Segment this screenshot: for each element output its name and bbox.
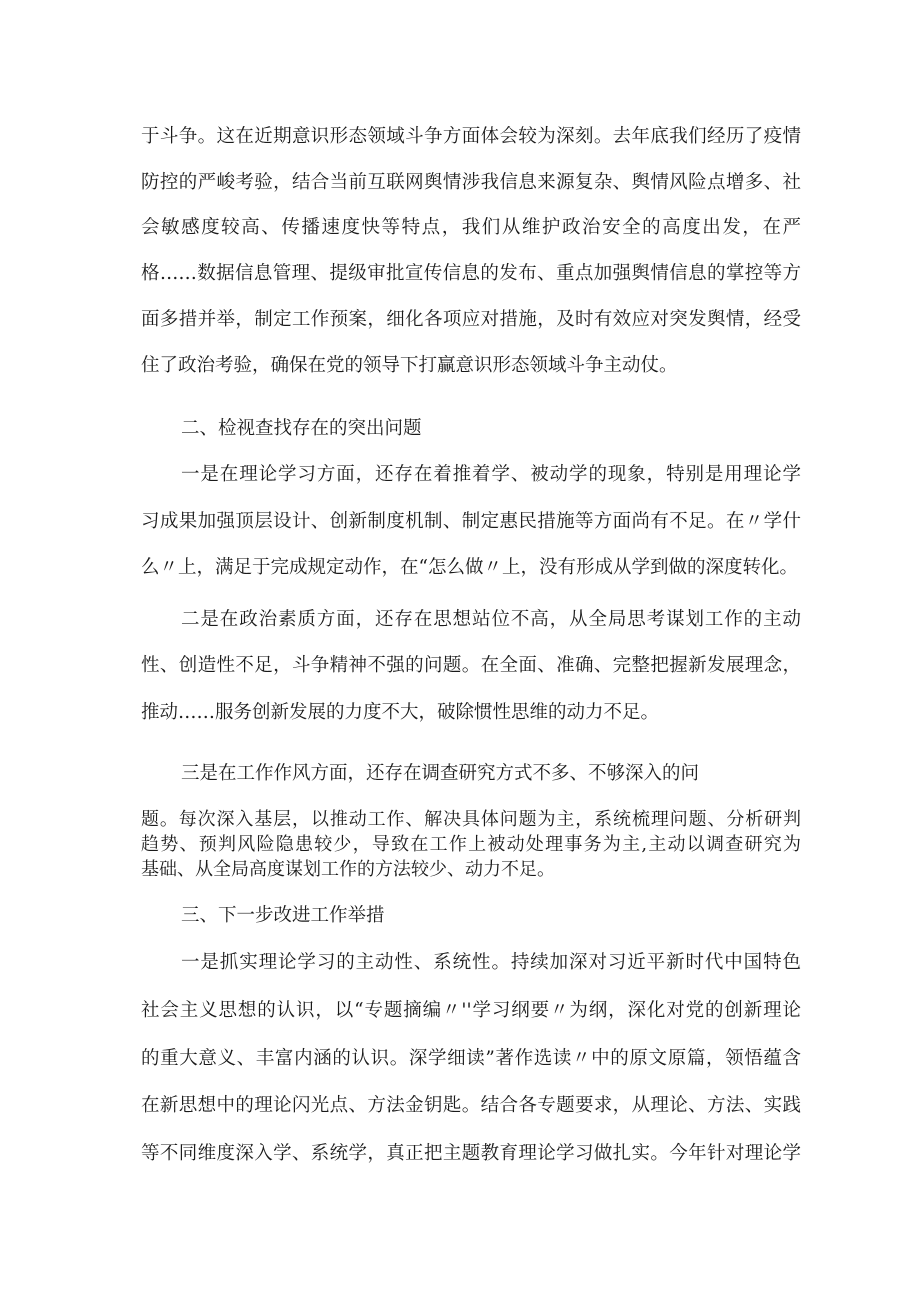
paragraph-line: 一是在理论学习方面，还存在着推着学、被动学的现象，特别是用理论学 [181, 464, 801, 485]
paragraph-line: 题。每次深入基层，以推动工作、解决具体问题为主，系统梳理问题、分析研判 [141, 809, 801, 830]
paragraph-line: 住了政治考验，确保在党的领导下打赢意识形态领域斗争主动仗。 [141, 355, 678, 376]
paragraph-line: 社会主义思想的认识，以“专题摘编〃''学习纲要〃为纲，深化对党的创新理论 [141, 1000, 801, 1021]
paragraph-line: 一是抓实理论学习的主动性、系统性。持续加深对习近平新时代中国特色 [181, 952, 801, 973]
paragraph-line: 面多措并举，制定工作预案，细化各项应对措施，及时有效应对突发舆情，经受 [141, 309, 801, 330]
paragraph-line: 二是在政治素质方面，还存在思想站位不高，从全局思考谋划工作的主动 [181, 609, 801, 630]
paragraph-line: 防控的严峻考验，结合当前互联网舆情涉我信息来源复杂、舆情风险点增多、社 [141, 172, 801, 193]
paragraph-line: 基础、从全局高度谋划工作的方法较少、动力不足。 [141, 859, 555, 880]
paragraph-line: 习成果加强顶层设计、创新制度机制、制定惠民措施等方面尚有不足。在〃学什 [141, 511, 801, 532]
paragraph-line: 的重大意义、丰富内涵的认识。深学细读”著作选读〃中的原文原篇，领悟蕴含 [141, 1048, 801, 1069]
paragraph-line: 三是在工作作风方面，还存在调查研究方式不多、不够深入的问 [181, 763, 700, 784]
paragraph-line: 会敏感度较高、传播速度快等特点，我们从维护政治安全的高度出发，在严 [141, 217, 801, 238]
section-heading: 三、下一步改进工作举措 [181, 905, 385, 926]
paragraph-line: 格……数据信息管理、提级审批宣传信息的发布、重点加强舆情信息的掌控等方 [141, 263, 801, 284]
paragraph-line: 在新思想中的理论闪光点、方法金钥匙。结合各专题要求，从理论、方法、实践 [141, 1095, 801, 1116]
paragraph-line: 推动……服务创新发展的力度不大，破除惯性思维的动力不足。 [141, 702, 660, 723]
section-heading: 二、检视查找存在的突出问题 [181, 418, 422, 439]
paragraph-line: 么〃上，满足于完成规定动作，在“怎么做〃上，没有形成从学到做的深度转化。 [141, 557, 798, 578]
paragraph-line: 性、创造性不足，斗争精神不强的问题。在全面、准确、完整把握新发展理念， [141, 655, 801, 676]
paragraph-line: 趋势、预判风险隐患较少，导致在工作上被动处理事务为主,主动以调查研究为 [141, 834, 801, 855]
paragraph-line: 于斗争。这在近期意识形态领域斗争方面体会较为深刻。去年底我们经历了疫情 [141, 126, 801, 147]
paragraph-line: 等不同维度深入学、系统学，真正把主题教育理论学习做扎实。今年针对理论学 [141, 1143, 801, 1164]
